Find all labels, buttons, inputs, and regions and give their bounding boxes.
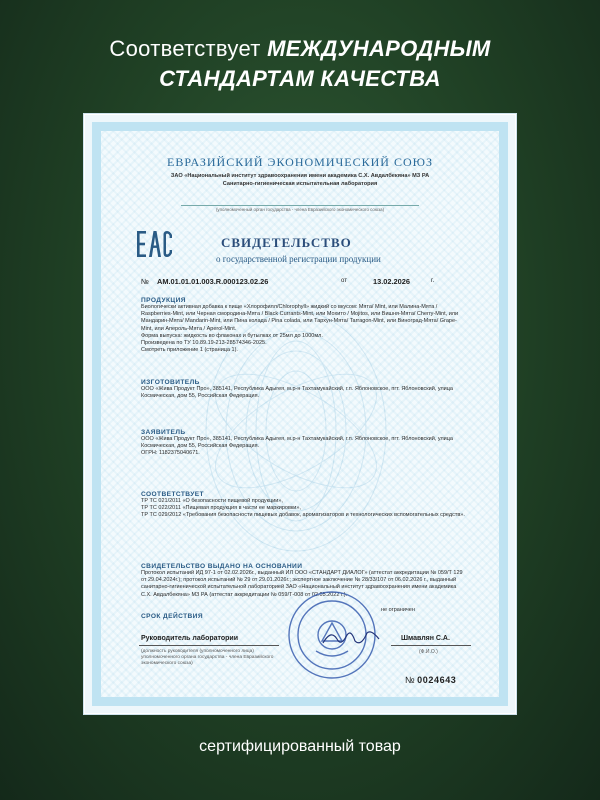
date-prefix: от [341, 278, 347, 284]
manufacturer-section [141, 379, 465, 400]
validity-heading [141, 605, 203, 623]
certificate [83, 113, 517, 715]
certificate-title: СВИДЕТЕЛЬСТВО [221, 235, 352, 250]
conforms-item: ТР ТС 029/2012 «Требования безопасности пищевых добавок, ароматизаторов и технологических вспомогательных средств». [141, 512, 465, 519]
conforms-item: ТР ТС 022/2011 «Пищевая продукция в части ее маркировки», [141, 505, 301, 512]
conforms-section [141, 491, 465, 520]
signature-icon [321, 627, 381, 649]
applicant-text: ООО «Жива Продукт Про», 385141, Республика Адыгея, м.р-н Тахтамукайский, г.п. Яблоновское, пгт. Яблоновский, улица Космическая, дом 55, Российская Федерация. [141, 436, 453, 450]
authority-caption: (уполномоченный орган государства - члена Евразийского экономического союза) [215, 207, 385, 212]
basis-heading: СВИДЕТЕЛЬСТВО ВЫДАНО НА ОСНОВАНИИ [141, 563, 303, 570]
fio-caption: (Ф.И.О.) [419, 649, 438, 655]
product-text: Биологически активная добавка к пище «Хлорофилл/Chlorophyll» жидкий со вкусом: Мята/ Mint, или Малина-Мята / Raspberries-Mint, или Черная смородина-Мята / Black Currants-Mint, или Мохито / Mojitos, или Вишня-Мята/ Cherry-Mint, или Мандарин-Мята/ Mandarin-Mint, или Пина колада / Pina colada, или Тархун-Мята/ Tarragon-Mint, или Виноград-Мята/ Grape-Mint, или Апероль-Мята / Aperol-Mint. [141, 304, 459, 332]
headline-regular: Соответствует [109, 36, 261, 61]
union-title: ЕВРАЗИЙСКИЙ ЭКОНОМИЧЕСКИЙ СОЮЗ [167, 155, 433, 169]
validity-value: не ограничен [381, 607, 415, 613]
serial-prefix: № [405, 675, 415, 685]
serial-number-row [405, 675, 456, 685]
product-see: Смотреть приложение 1 (страница 1). [141, 347, 238, 354]
applicant-ogrn: ОГРН: 1182375040671. [141, 450, 200, 457]
conforms-heading: СООТВЕТСТВУЕТ [141, 491, 204, 498]
basis-text: Протокол испытаний ИД 97-1 от 02.02.2026г., выданный ИЛ ООО «СТАНДАРТ ДИАЛОГ» (аттестат аккредитации № 059/Т 129 от 29.04.2024г.); протокол испытаний № 29 от 29.01.2026г.; экспертное заключение № 28/33/107 от 06.02.2026 г., выданный санитарно-гигиенической испытательной лабораторией ЗАО «Национальный институт здравоохранения имени академика С.Х. Авдалбекяна» МЗ РА (аттестат аккредитации № 059/Т-008 от 02.05.2022 г.). [141, 570, 463, 598]
date-suffix: г. [431, 278, 435, 284]
registration-date: 13.02.2026 [373, 277, 410, 286]
signatory-position: Руководитель лаборатории [141, 635, 239, 642]
validity-heading-text: СРОК ДЕЙСТВИЯ [141, 613, 203, 620]
manufacturer-text: ООО «Жива Продукт Про», 385141, Республика Адыгея, м.р-н Тахтамукайский, г.п. Яблоновское, пгт. Яблоновский, улица Космическая, дом 55, Российская Федерация. [141, 386, 453, 400]
conforms-item: ТР ТС 021/2011 «О безопасности пищевой продукции», [141, 498, 283, 504]
product-form: Форма выпуска: жидкость во флаконах и бутылках от 25мл до 1000мл. [141, 332, 323, 339]
manufacturer-heading: ИЗГОТОВИТЕЛЬ [141, 379, 200, 386]
product-made: Произведена по ТУ 10.89.19-213-28574346-2025. [141, 340, 267, 347]
lab-name: Санитарно-гигиеническая испытательная лаборатория [222, 181, 378, 187]
eac-logo-icon [137, 229, 173, 259]
footer-caption: сертифицированный товар [199, 738, 401, 755]
certificate-frame [92, 122, 508, 706]
serial-number: 0024643 [417, 675, 457, 685]
product-heading: ПРОДУКЦИЯ [141, 297, 186, 304]
headline [0, 34, 600, 94]
signatory-caption: (должность руководителя (уполномоченного лица) уполномоченного органа государства - члена Евразийского экономического союза) [141, 649, 274, 666]
signatory-name: Шмавлян С.А. [401, 635, 450, 642]
headline-bold-1: МЕЖДУНАРОДНЫМ [267, 36, 491, 61]
number-prefix: № [141, 277, 149, 286]
institute-name: ЗАО «Национальный институт здравоохранения имени академика С.Х. Авдалбекяна» МЗ РА [170, 173, 430, 179]
applicant-section [141, 429, 465, 458]
product-section [141, 297, 465, 354]
headline-bold-2: СТАНДАРТАМ КАЧЕСТВА [159, 66, 441, 91]
certificate-subtitle: о государственной регистрации продукции [216, 254, 381, 264]
applicant-heading: ЗАЯВИТЕЛЬ [141, 429, 186, 436]
registration-number: AM.01.01.01.003.R.000123.02.26 [157, 277, 269, 286]
